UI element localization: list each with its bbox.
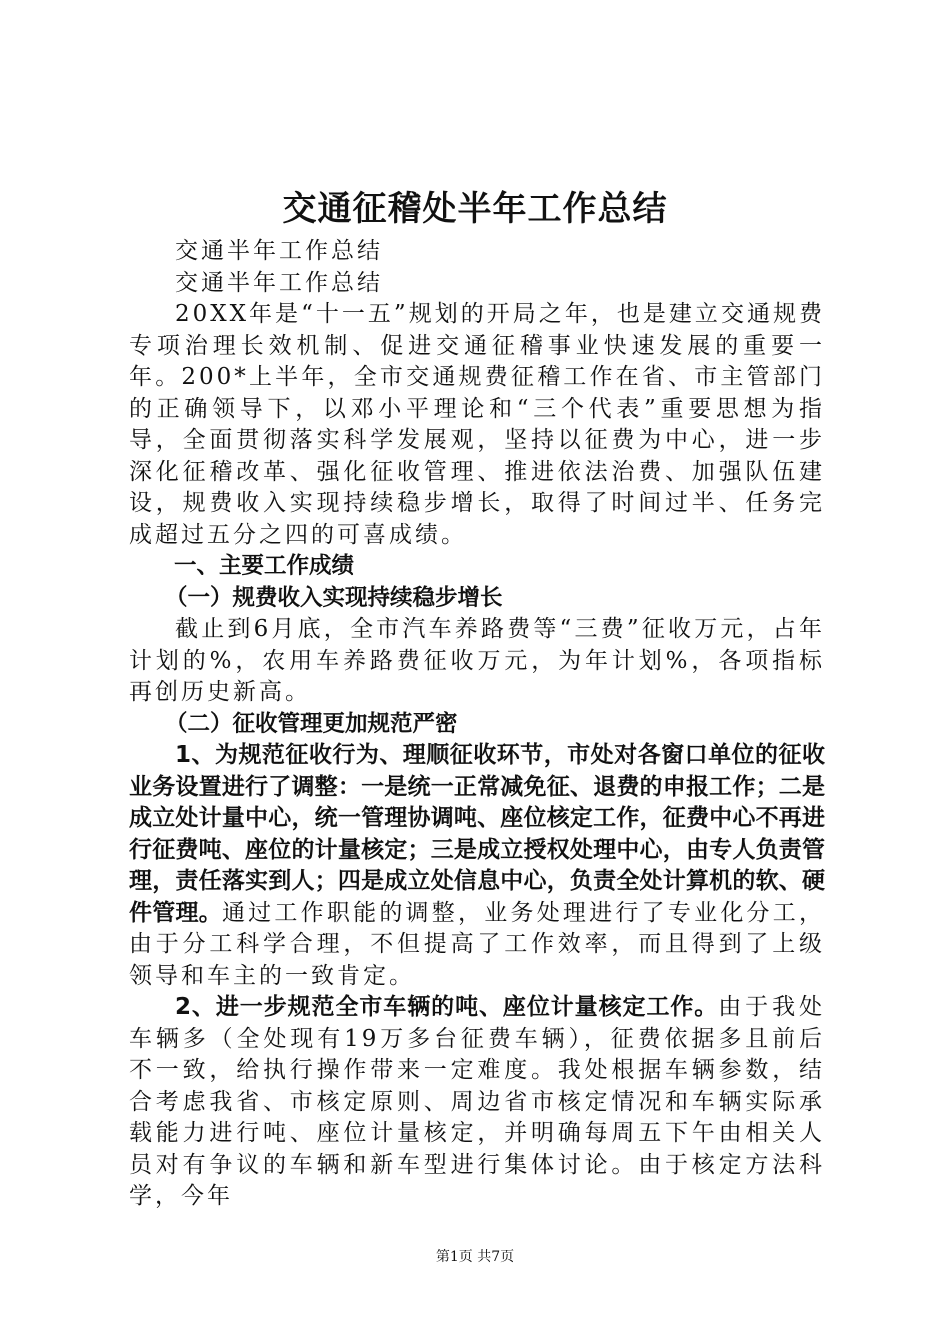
intro-paragraph: 20XX年是“十一五”规划的开局之年，也是建立交通规费专项治理长效机制、促进交通征稽事业快速发展的重要一年。200*上半年，全市交通规费征稽工作在省、市主管部门的正确领导下，以邓小平理论和“三个代表”重要思想为指导，全面贯彻落实科学发展观，坚持以征费为中心，进一步深化征稽改革、强化征收管理、推进依法治费、加强队伍建设，规费收入实现持续稳步增长，取得了时间过半、任务完成超过五分之四的可喜成绩。 <box>129 301 825 548</box>
section-heading-main-achievements: 一、主要工作成绩 <box>174 553 355 579</box>
item-1-paragraph <box>129 740 825 992</box>
document-body <box>129 236 825 1213</box>
item-2-paragraph <box>129 992 825 1213</box>
item-2-bold-text: 2、进一步规范全市车辆的吨、座位计量核定工作。 <box>175 994 719 1020</box>
page-number-footer: 第1页 共7页 <box>435 1249 515 1265</box>
subsection-heading-management: （二）征收管理更加规范严密 <box>165 710 458 737</box>
item-2-text: 由于我处车辆多（全处现有19万多台征费车辆），征费依据多且前后不一致，给执行操作带来一定难度。我处根据车辆参数，结合考虑我省、市核定原则、周边省市核定情况和车辆实际承载能力进行吨、座位计量核定，并明确每周五下午由相关人员对有争议的车辆和新车型进行集体讨论。由于核定方法科学，今年 <box>129 994 826 1209</box>
subsection-heading-revenue: （一）规费收入实现持续稳步增长 <box>165 584 503 611</box>
revenue-paragraph: 截止到6月底，全市汽车养路费等“三费”征收万元，占年计划的%，农用车养路费征收万元，为年计划%，各项指标再创历史新高。 <box>129 616 825 705</box>
item-1-bold-text: 1、为规范征收行为、理顺征收环节，市处对各窗口单位的征收业务设置进行了调整：一是统一正常减免征、退费的申报工作；二是成立处计量中心，统一管理协调吨、座位核定工作，征费中心不再进行征费吨、座位的计量核定；三是成立授权处理中心，由专人负责管理，责任落实到人；四是成立处信息中心，负责全处计算机的软、硬件管理。 <box>129 742 825 926</box>
document-title: 交通征稽处半年工作总结 <box>282 189 668 229</box>
item-1-text: 通过工作职能的调整，业务处理进行了专业化分工，由于分工科学合理，不但提高了工作效率，而且得到了上级领导和车主的一致肯定。 <box>129 899 826 989</box>
subtitle-line-1: 交通半年工作总结 <box>175 238 383 264</box>
subtitle-line-2: 交通半年工作总结 <box>175 269 383 296</box>
